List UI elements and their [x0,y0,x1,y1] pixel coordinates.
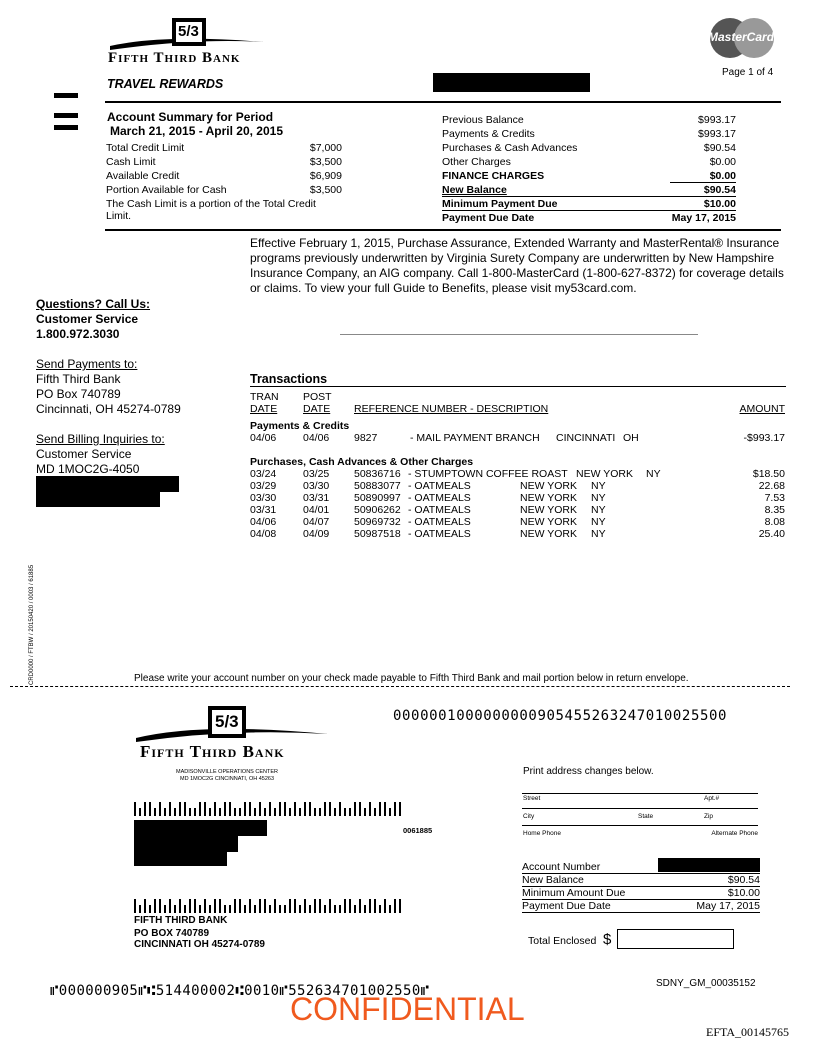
row-label: Minimum Payment Due [442,198,558,210]
street-field[interactable] [522,793,758,809]
row-label: FINANCE CHARGES [442,170,545,182]
barcode-icon [134,802,404,816]
summary-period: March 21, 2015 - April 20, 2015 [110,124,283,138]
tear-line [10,686,790,687]
row-label: Cash Limit [106,156,156,168]
txn-city: NEW YORK [520,480,577,492]
row-value: $6,909 [309,170,342,182]
row-value: $7,000 [309,142,342,154]
txn-city: NEW YORK [520,492,577,504]
summary-row [106,170,342,182]
row-label: Payments & Credits [442,128,535,140]
logo-mark: 5/3 [178,23,199,40]
txn-desc: - MAIL PAYMENT BRANCH [410,432,540,444]
txn-ref: 50987518 [354,528,401,540]
coupon-logo [132,704,332,764]
summary-row [442,170,736,183]
transactions-rule [250,386,786,387]
city-label: City [523,813,535,820]
alt-phone-label: Alternate Phone [711,830,758,837]
row-label: New Balance [442,184,507,196]
redaction [134,836,238,852]
ops-address: MD 1MOC2G CINCINNATI, OH 45263 [180,776,275,782]
txn-desc: - OATMEALS [408,492,471,504]
txn-ref: 9827 [354,432,378,444]
txn-ref: 50836716 [354,468,401,480]
apt-label: Apt.# [704,795,720,802]
coupon-code: 0061885 [403,826,433,835]
row-label: Previous Balance [442,114,524,126]
txn-amount: 22.68 [758,480,785,492]
service-label: Customer Service [36,312,139,326]
txn-city: CINCINNATI [556,432,616,444]
remit-line: FIFTH THIRD BANK [134,915,228,926]
insurance-notice: Effective February 1, 2015, Purchase Assurance, Extended Warranty and MasterRental® Insurance programs previously underwritten by Virginia Surety Company are underwritten by New Hampshire Insurance Company, an AIG company. Call 1-800-MasterCard (1-800-627-8372) for coverage details or claims. To view your full Guide to Benefits, please visit my53card.com. [250,236,784,295]
coupon-row [522,874,760,887]
street-label: Street [523,795,541,802]
txn-tran: 04/06 [250,516,277,528]
hdr-tran-top: TRAN [250,391,279,403]
summary-row [442,198,736,211]
postal-barcode [134,802,404,821]
hdr-amount: AMOUNT [739,403,785,415]
summary-rule [105,229,781,231]
txn-desc: - OATMEALS [408,528,471,540]
txn-post: 04/07 [303,516,330,528]
micr-line: ⑈000000905⑈⑆514400002⑆0010⑈552634701002550⑈ [50,983,430,999]
total-enclosed-label: Total Enclosed [528,935,597,947]
payments-line: PO Box 740789 [36,387,121,401]
zip-label: Zip [704,813,714,820]
txn-desc: - STUMPTOWN COFFEE ROAST [408,468,568,480]
page-number: Page 1 of 4 [722,67,774,78]
remit-line: PO BOX 740789 [134,928,210,939]
efta-number: EFTA_00145765 [706,1025,790,1039]
txn-amount: 25.40 [758,528,785,540]
txn-state: NY [591,516,606,528]
summary-row [442,184,736,197]
side-code: CRD0000 / FTBW / 20150420 / 0003 / 61885 [29,564,35,685]
hdr-post: DATE [303,403,331,415]
redaction [134,852,227,866]
home-phone-label: Home Phone [523,830,561,837]
inquiries-line: Customer Service [36,447,132,461]
product-name: TRAVEL REWARDS [107,77,224,91]
txn-amount: 8.08 [764,516,785,528]
summary-row [106,184,342,196]
txn-row [250,432,786,444]
txn-post: 03/31 [303,492,330,504]
row-label: Other Charges [442,156,511,168]
address-change-label: Print address changes below. [523,766,654,777]
purchases-section-heading: Purchases, Cash Advances & Other Charges [250,456,474,468]
payments-line: Cincinnati, OH 45274-0789 [36,402,181,416]
txn-ref: 50883077 [354,480,401,492]
row-value: $10.00 [703,198,736,210]
txn-amount: 7.53 [764,492,785,504]
row-value: $90.54 [727,874,760,886]
phone-field[interactable] [522,830,758,842]
mastercard-text: MasterCard [708,30,775,44]
row-value: $993.17 [698,128,736,140]
total-enclosed-input[interactable] [617,929,734,949]
fifth-third-logo [104,16,274,68]
summary-row [442,142,736,154]
summary-row [442,212,736,224]
summary-row [442,114,736,126]
remit-line: CINCINNATI OH 45274-0789 [134,939,265,950]
barcode-icon [134,899,404,913]
row-label: Payment Due Date [522,900,611,912]
hdr-post-top: POST [303,391,332,403]
txn-state: OH [623,432,639,444]
row-value: $90.54 [703,142,736,154]
txn-desc: - OATMEALS [408,516,471,528]
txn-row [250,480,786,492]
redaction [433,73,590,92]
row-label: Purchases & Cash Advances [442,142,578,154]
payments-line: Fifth Third Bank [36,372,121,386]
redaction [36,492,160,507]
row-value: $0.00 [670,170,736,183]
coupon-row [522,900,760,913]
txn-tran: 03/30 [250,492,277,504]
summary-row [442,128,736,140]
row-value: $10.00 [727,887,760,899]
payments-heading: Send Payments to: [36,357,138,371]
row-label: Total Credit Limit [106,142,185,154]
state-label: State [638,813,654,820]
row-label: Account Number [522,861,601,873]
confidential-stamp: CONFIDENTIAL [290,991,525,1027]
margin-bar [54,93,78,98]
row-value: $0.00 [709,156,736,168]
header-rule [105,101,781,103]
txn-post: 03/30 [303,480,330,492]
row-label: Payment Due Date [442,212,535,224]
txn-city: NEW YORK [576,468,633,480]
txn-tran: 03/29 [250,480,277,492]
txn-amount: $18.50 [752,468,785,480]
txn-state: NY [591,480,606,492]
summary-row [106,142,342,154]
redaction [658,858,760,872]
mastercard-logo [706,16,778,60]
row-value: $3,500 [309,184,342,196]
inquiries-line: MD 1MOC2G-4050 [36,462,140,476]
coupon-row [522,861,760,874]
txn-tran: 03/31 [250,504,277,516]
city-field[interactable] [522,812,758,826]
txn-desc: - OATMEALS [408,480,471,492]
margin-bar [54,125,78,130]
hdr-tran: DATE [250,403,278,415]
notice-divider [340,334,698,335]
txn-row [250,492,786,504]
transactions-title: Transactions [250,372,328,386]
txn-city: NEW YORK [520,504,577,516]
service-phone: 1.800.972.3030 [36,327,120,341]
txn-tran: 04/08 [250,528,277,540]
txn-post: 04/06 [303,432,330,444]
txn-state: NY [591,504,606,516]
txn-tran: 03/24 [250,468,277,480]
summary-heading: Account Summary for Period [107,110,274,124]
row-label: New Balance [522,874,584,886]
summary-row [106,156,342,168]
txn-row [250,468,786,480]
txn-state: NY [646,468,661,480]
txn-city: NEW YORK [520,516,577,528]
row-label: Portion Available for Cash [106,184,227,196]
txn-tran: 04/06 [250,432,277,444]
row-value: $993.17 [698,114,736,126]
bank-name: Fifth Third Bank [140,742,285,761]
row-value: May 17, 2015 [696,900,760,912]
row-value: $90.54 [703,184,736,196]
txn-post: 03/25 [303,468,330,480]
margin-bar [54,113,78,118]
row-value: May 17, 2015 [671,212,736,224]
payments-section-heading: Payments & Credits [250,420,350,432]
txn-state: NY [591,528,606,540]
redaction [36,476,179,492]
inquiries-heading: Send Billing Inquiries to: [36,432,165,446]
txn-ref: 50906262 [354,504,401,516]
summary-note: The Cash Limit is a portion of the Total Credit Limit. [106,198,316,222]
txn-row [250,504,786,516]
txn-ref: 50890997 [354,492,401,504]
txn-city: NEW YORK [520,528,577,540]
hdr-ref: REFERENCE NUMBER - DESCRIPTION [354,403,549,415]
coupon-row [522,887,760,900]
row-value: $3,500 [309,156,342,168]
txn-row [250,528,786,540]
txn-amount: -$993.17 [743,432,785,444]
txn-state: NY [591,492,606,504]
txn-amount: 8.35 [764,504,785,516]
txn-ref: 50969732 [354,516,401,528]
summary-row [442,156,736,168]
return-instructions: Please write your account number on your check made payable to Fifth Third Bank and mail portion below in return envelope. [134,673,689,684]
txn-post: 04/01 [303,504,330,516]
txn-desc: - OATMEALS [408,504,471,516]
txn-row [250,516,786,528]
row-label: Minimum Amount Due [522,887,626,899]
scanline: 0000001000000000905455263247010025500 [393,708,728,724]
row-label: Available Credit [106,170,180,182]
ops-center: MADISONVILLE OPERATIONS CENTER [176,769,278,775]
txn-post: 04/09 [303,528,330,540]
bates-number: SDNY_GM_00035152 [656,978,756,989]
dollar-sign: $ [603,931,612,948]
questions-heading: Questions? Call Us: [36,297,151,311]
logo-mark: 5/3 [215,712,239,731]
bank-name: Fifth Third Bank [108,50,241,66]
redaction [134,820,267,836]
